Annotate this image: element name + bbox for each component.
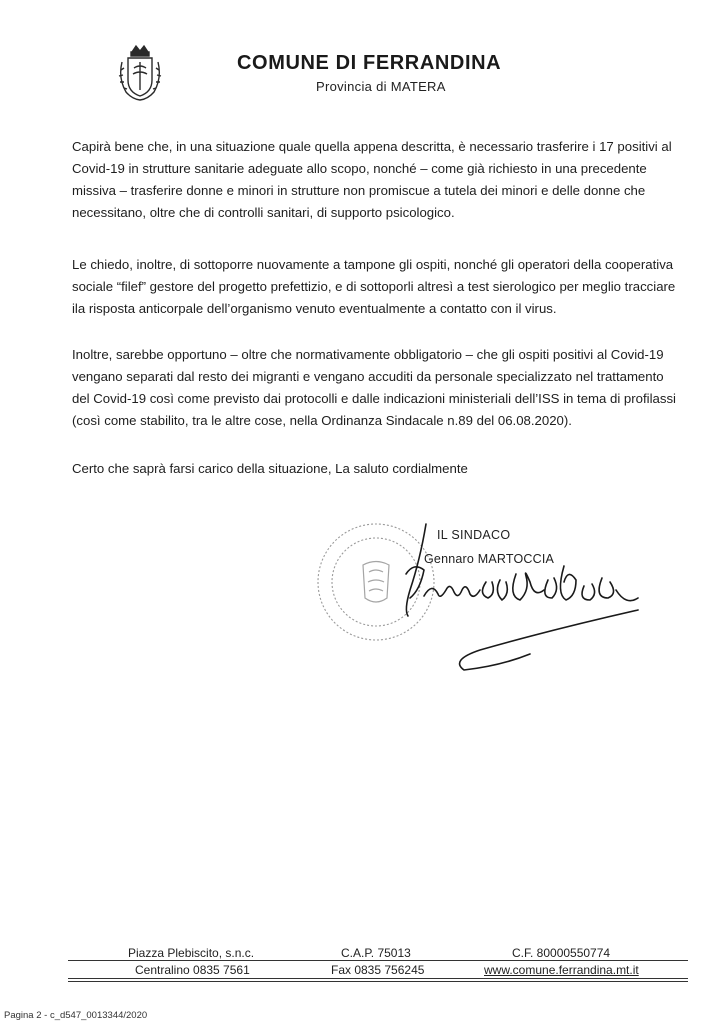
footer-divider [68,960,688,961]
footer-divider [68,981,688,982]
footer-website-link[interactable]: www.comune.ferrandina.mt.it [484,963,639,977]
body-paragraph: Le chiedo, inoltre, di sottoporre nuovamente a tampone gli ospiti, nonché gli operatori della cooperativa sociale “filef” gestore del progetto prefettizio, e di sottoporli altresì a test sierologico per meglio tracciare ila risposta anticorpale dell’organismo venuto eventualmente a contatto con il virus. [72,257,676,316]
signatory-title: IL SINDACO [437,528,511,542]
page-footer-note: Pagina 2 - c_d547_0013344/2020 [4,1010,148,1021]
footer-phone: Centralino 0835 7561 [135,963,250,977]
footer-divider [68,978,688,979]
municipal-crest-icon [116,42,164,104]
body-paragraph: Capirà bene che, in una situazione quale quella appena descritta, è necessario trasferire i 17 positivi al Covid-19 in strutture sanitarie adeguate allo scopo, nonché – come già richiesto in una precedente missiva – trasferire donne e minori in strutture non promiscue a tutela dei minori e delle donne che necessitano, oltre che di controlli sanitari, di supporto psicologico. [72,139,672,220]
footer-tax-code: C.F. 80000550774 [512,946,611,960]
handwritten-signature [380,520,650,690]
footer-postal-code: C.A.P. 75013 [341,946,411,960]
signatory-name: Gennaro MARTOCCIA [424,552,555,566]
document-title: COMUNE DI FERRANDINA [237,52,502,74]
footer-address: Piazza Plebiscito, s.n.c. [128,946,255,960]
document-subtitle: Provincia di MATERA [316,79,446,94]
footer-fax: Fax 0835 756245 [331,963,425,977]
closing-paragraph: Certo che saprà farsi carico della situazione, La saluto cordialmente [72,461,468,476]
body-paragraph: Inoltre, sarebbe opportuno – oltre che normativamente obbligatorio – che gli ospiti positivi al Covid-19 vengano separati dal resto dei migranti e vengano accuditi da personale specializzato nel trattamento del Covid-19 così come previsto dai protocolli e dalle indicazioni ministeriali dell’ISS in tema di profilassi (così come stabilito, tra le altre cose, nella Ordinanza Sindacale n.89 del 06.08.2020). [72,347,676,428]
